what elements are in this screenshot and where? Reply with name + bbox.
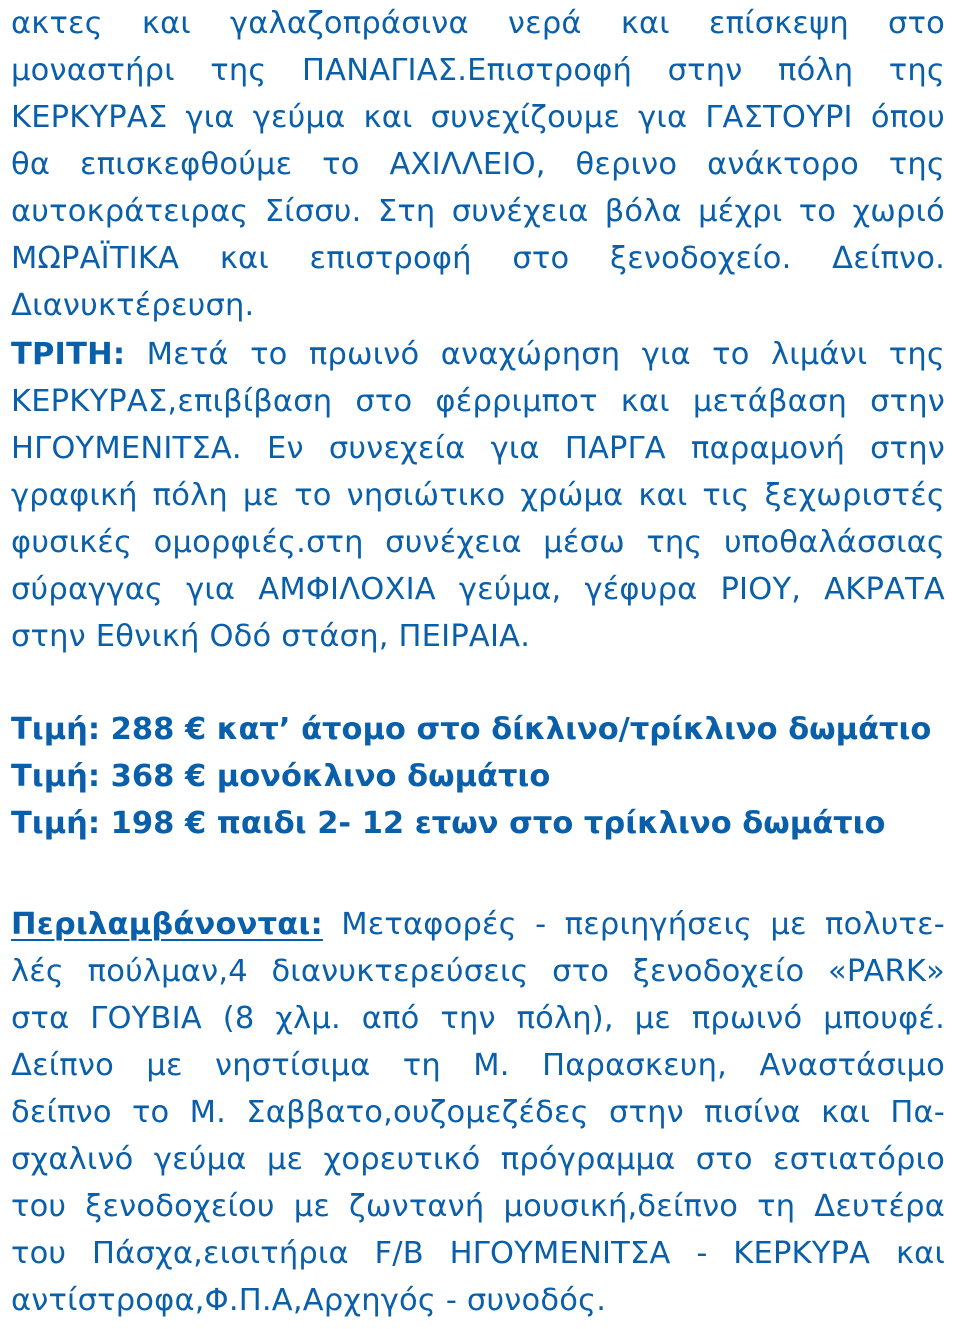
paragraph-line: δείπνο το Μ. Σαββατο,ουζομεζέδες στην πισίνα και Πα-	[11, 1095, 945, 1130]
paragraph-line: φυσικές ομορφιές.στη συνέχεια μέσω της υποθαλάσσιας	[11, 525, 945, 560]
included-services-paragraph	[11, 901, 945, 1324]
tuesday-itinerary-paragraph	[11, 331, 945, 660]
paragraph-line: στην Εθνική Οδό στάση, ΠΕΙΡΑΙΑ.	[11, 619, 531, 654]
paragraph-line: ΚΕΡΚΥΡΑΣ,επιβίβαση στο φέρριμποτ και μετάβαση στην	[11, 384, 945, 419]
paragraph-line: Δείπνο με νηστίσιμα τη Μ. Παρασκευη, Αναστάσιμο	[11, 1048, 945, 1083]
paragraph-line: σύραγγας για ΑΜΦΙΛΟΧΙΑ γεύμα, γέφυρα ΡΙΟΥ, ΑΚΡΑΤΑ	[11, 572, 945, 607]
paragraph-line: μοναστήρι της ΠΑΝΑΓΙΑΣ.Επιστροφή στην πόλη της	[11, 53, 945, 88]
paragraph-line: αυτοκράτειρας Σίσσυ. Στη συνέχεια βόλα μέχρι το χωριό	[11, 194, 945, 229]
paragraph-line: αντίστροφα,Φ.Π.Α,Αρχηγός - συνοδός.	[11, 1283, 607, 1318]
paragraph-line: ΚΕΡΚΥΡΑΣ για γεύμα και συνεχίζουμε για ΓΑΣΤΟΥΡΙ όπου	[11, 100, 945, 135]
paragraph-line: ΜΩΡΑΪΤΙΚΑ και επιστροφή στο ξενοδοχείο. Δείπνο.	[11, 241, 945, 276]
paragraph-line: γραφική πόλη με το νησιώτικο χρώμα και τις ξεχωριστές	[11, 478, 945, 513]
paragraph-line	[11, 901, 945, 948]
paragraph-line: στα ΓΟΥΒΙΑ (8 χλμ. από την πόλη), με πρωινό μπουφέ.	[11, 1001, 945, 1036]
paragraph-line: του Πάσχα,εισιτήρια F/B ΗΓΟΥΜΕΝΙΤΣΑ - ΚΕΡΚΥΡΑ και	[11, 1236, 945, 1271]
paragraph-text: Μετά το πρωινό αναχώρηση για το λιμάνι της	[125, 337, 945, 372]
price-line: Τιμή: 368 € μονόκλινο δωμάτιο	[11, 759, 551, 794]
paragraph-line: του ξενοδοχείου με ζωντανή μουσική,δείπνο τη Δευτέρα	[11, 1189, 945, 1224]
paragraph-line: θα επισκεφθούμε το ΑΧΙΛΛΕΙΟ, θερινο ανάκτορο της	[11, 147, 945, 182]
paragraph-line: σχαλινό γεύμα με χορευτικό πρόγραμμα στο εστιατόριο	[11, 1142, 945, 1177]
price-list	[11, 706, 945, 847]
price-line: Τιμή: 198 € παιδι 2- 12 ετων στο τρίκλινο δωμάτιο	[11, 806, 886, 841]
itinerary-intro-paragraph	[11, 0, 945, 329]
paragraph-line	[11, 331, 945, 378]
paragraph-line: ακτες και γαλαζοπράσινα νερά και επίσκεψη στο	[11, 6, 945, 41]
paragraph-line: ΗΓΟΥΜΕΝΙΤΣΑ. Εν συνεχεία για ΠΑΡΓΑ παραμονή στην	[11, 431, 945, 466]
price-line: Τιμή: 288 € κατ’ άτομο στο δίκλινο/τρίκλινο δωμάτιο	[11, 712, 932, 747]
paragraph-line: Διανυκτέρευση.	[11, 288, 255, 323]
paragraph-text: Μεταφορές - περιηγήσεις με πολυτε-	[322, 907, 945, 942]
day-label: ΤΡΙΤΗ:	[11, 337, 126, 372]
included-label: Περιλαμβάνονται:	[11, 907, 323, 942]
paragraph-line: λές πούλμαν,4 διανυκτερεύσεις στο ξενοδοχείο «PARK»	[11, 954, 945, 989]
